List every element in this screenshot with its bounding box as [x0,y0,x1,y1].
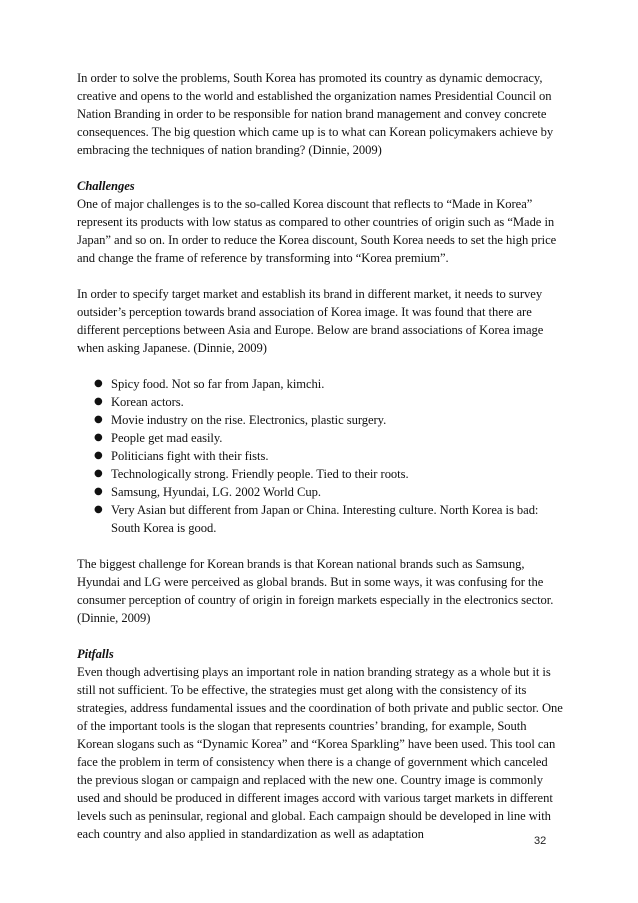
bullet-icon: ● [94,414,103,425]
list-item [77,501,563,537]
bullet-icon: ● [94,450,103,461]
intro-paragraph: In order to solve the problems, South Korea has promoted its country as dynamic democracy, creative and opens to the world and established the organization names Presidential Council on Nation Branding in order to be responsible for nation brand management and convey concrete consequences. The big question which came up is to what can Korean policymakers achieve by embracing the techniques of nation branding? (Dinnie, 2009) [77,71,554,157]
pitfalls-paragraph-1: Even though advertising plays an important role in nation branding strategy as a whole but it is still not sufficient. To be effective, the strategies must get along with the consistency of its strategies, address fundamental issues and the coordination of both private and public sector. One of the important tools is the slogan that represents countries’ branding, for example, South Korean slogans such as “Dynamic Korea” and “Korea Sparkling” have been used. This tool can face the problem in term of consistency when there is a change of government which canceled the previous slogan or campaign and replaced with the new one. Country image is commonly used and should be produced in different images accord with various target markets in different levels such as peninsular, regional and global. Each campaign should be developed in line with each country and also applied in standardization as well as adaptation [77,665,563,841]
brand-associations-list [77,375,563,537]
list-item-text: People get mad easily. [111,431,223,445]
list-item [77,465,563,483]
list-item [77,393,563,411]
list-item [77,429,563,447]
bullet-icon: ● [94,378,103,389]
list-item-text: Technologically strong. Friendly people. Tied to their roots. [111,467,409,481]
page-content [77,69,563,861]
list-item [77,483,563,501]
bullet-icon: ● [94,432,103,443]
challenges-heading: Challenges [77,179,135,193]
bullet-icon: ● [94,504,103,515]
challenges-paragraph-2: In order to specify target market and establish its brand in different market, it needs to survey outsider’s perception towards brand association of Korea image. It was found that there are different perceptions between Asia and Europe. Below are brand associations of Korea image when asking Japanese. (Dinnie, 2009) [77,287,544,355]
list-item-text: Korean actors. [111,395,184,409]
list-item-text: Movie industry on the rise. Electronics, plastic surgery. [111,413,387,427]
list-item [77,375,563,393]
list-item [77,447,563,465]
list-item-text: Very Asian but different from Japan or China. Interesting culture. North Korea is bad: South Korea is good. [111,503,539,535]
pitfalls-heading: Pitfalls [77,647,114,661]
challenges-paragraph-1: One of major challenges is to the so-called Korea discount that reflects to “Made in Korea” represent its products with low status as compared to other countries of origin such as “Made in Japan” and so on. In order to reduce the Korea discount, South Korea needs to set the high price and change the frame of reference by transforming into “Korea premium”. [77,197,557,265]
bullet-icon: ● [94,396,103,407]
list-item [77,411,563,429]
list-item-text: Politicians fight with their fists. [111,449,269,463]
challenges-paragraph-3: The biggest challenge for Korean brands is that Korean national brands such as Samsung, Hyundai and LG were perceived as global brands. But in some ways, it was confusing for the consumer perception of country of origin in foreign markets especially in the electronics sector. (Dinnie, 2009) [77,557,554,625]
bullet-icon: ● [94,468,103,479]
list-item-text: Samsung, Hyundai, LG. 2002 World Cup. [111,485,321,499]
list-item-text: Spicy food. Not so far from Japan, kimchi. [111,377,325,391]
bullet-icon: ● [94,486,103,497]
page-number: 32 [534,835,547,847]
